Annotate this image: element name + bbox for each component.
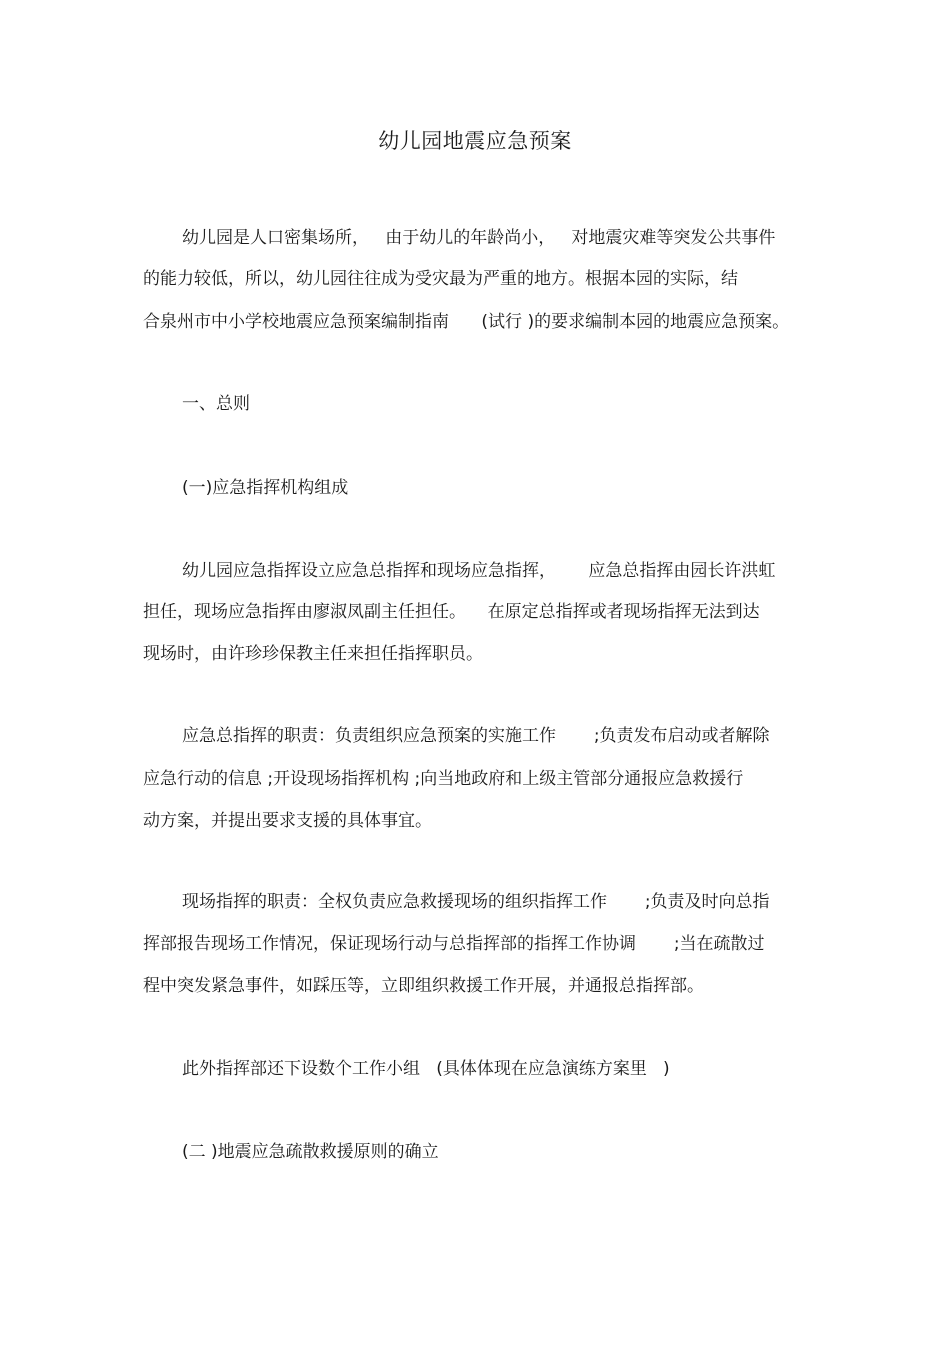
paragraph-commander-duties-line-2: 应急行动的信息 ;开设现场指挥机构 ;向当地政府和上级主管部分通报应急救援行 xyxy=(143,769,744,789)
paragraph-site-duties-line-2: 挥部报告现场工作情况，保证现场行动与总指挥部的指挥工作协调 ;当在疏散过 xyxy=(143,934,765,954)
paragraph-1-line-1: 幼儿园是人口密集场所， 由于幼儿的年龄尚小， 对地震灾难等突发公共事件 xyxy=(182,228,776,248)
paragraph-commander-duties-line-1: 应急总指挥的职责：负责组织应急预案的实施工作 ;负责发布启动或者解除 xyxy=(182,726,770,746)
paragraph-site-duties-line-1: 现场指挥的职责：全权负责应急救援现场的组织指挥工作 ;负责及时向总指 xyxy=(182,892,770,912)
paragraph-command-line-1: 幼儿园应急指挥设立应急总指挥和现场应急指挥， 应急总指挥由园长许洪虹 xyxy=(182,561,776,581)
subheading-evacuation-principles: (二 )地震应急疏散救援原则的确立 xyxy=(182,1142,439,1162)
paragraph-1-line-2: 的能力较低，所以，幼儿园往往成为受灾最为严重的地方。根据本园的实际，结 xyxy=(143,269,738,289)
paragraph-site-duties-line-3: 程中突发紧急事件，如踩压等，立即组织救援工作开展，并通报总指挥部。 xyxy=(143,976,704,996)
paragraph-command-line-3: 现场时，由许珍珍保教主任来担任指挥职员。 xyxy=(143,644,483,664)
paragraph-1-line-3: 合泉州市中小学校地震应急预案编制指南 (试行 )的要求编制本园的地震应急预案。 xyxy=(143,312,790,332)
subheading-command-structure: (一)应急指挥机构组成 xyxy=(182,478,349,498)
document-title: 幼儿园地震应急预案 xyxy=(378,129,572,153)
section-heading-general: 一、总则 xyxy=(182,394,250,414)
paragraph-commander-duties-line-3: 动方案，并提出要求支援的具体事宜。 xyxy=(143,811,432,831)
paragraph-command-line-2: 担任，现场应急指挥由廖淑凤副主任担任。 在原定总指挥或者现场指挥无法到达 xyxy=(143,602,760,622)
paragraph-working-groups: 此外指挥部还下设数个工作小组 (具体体现在应急演练方案里 ) xyxy=(182,1059,670,1079)
